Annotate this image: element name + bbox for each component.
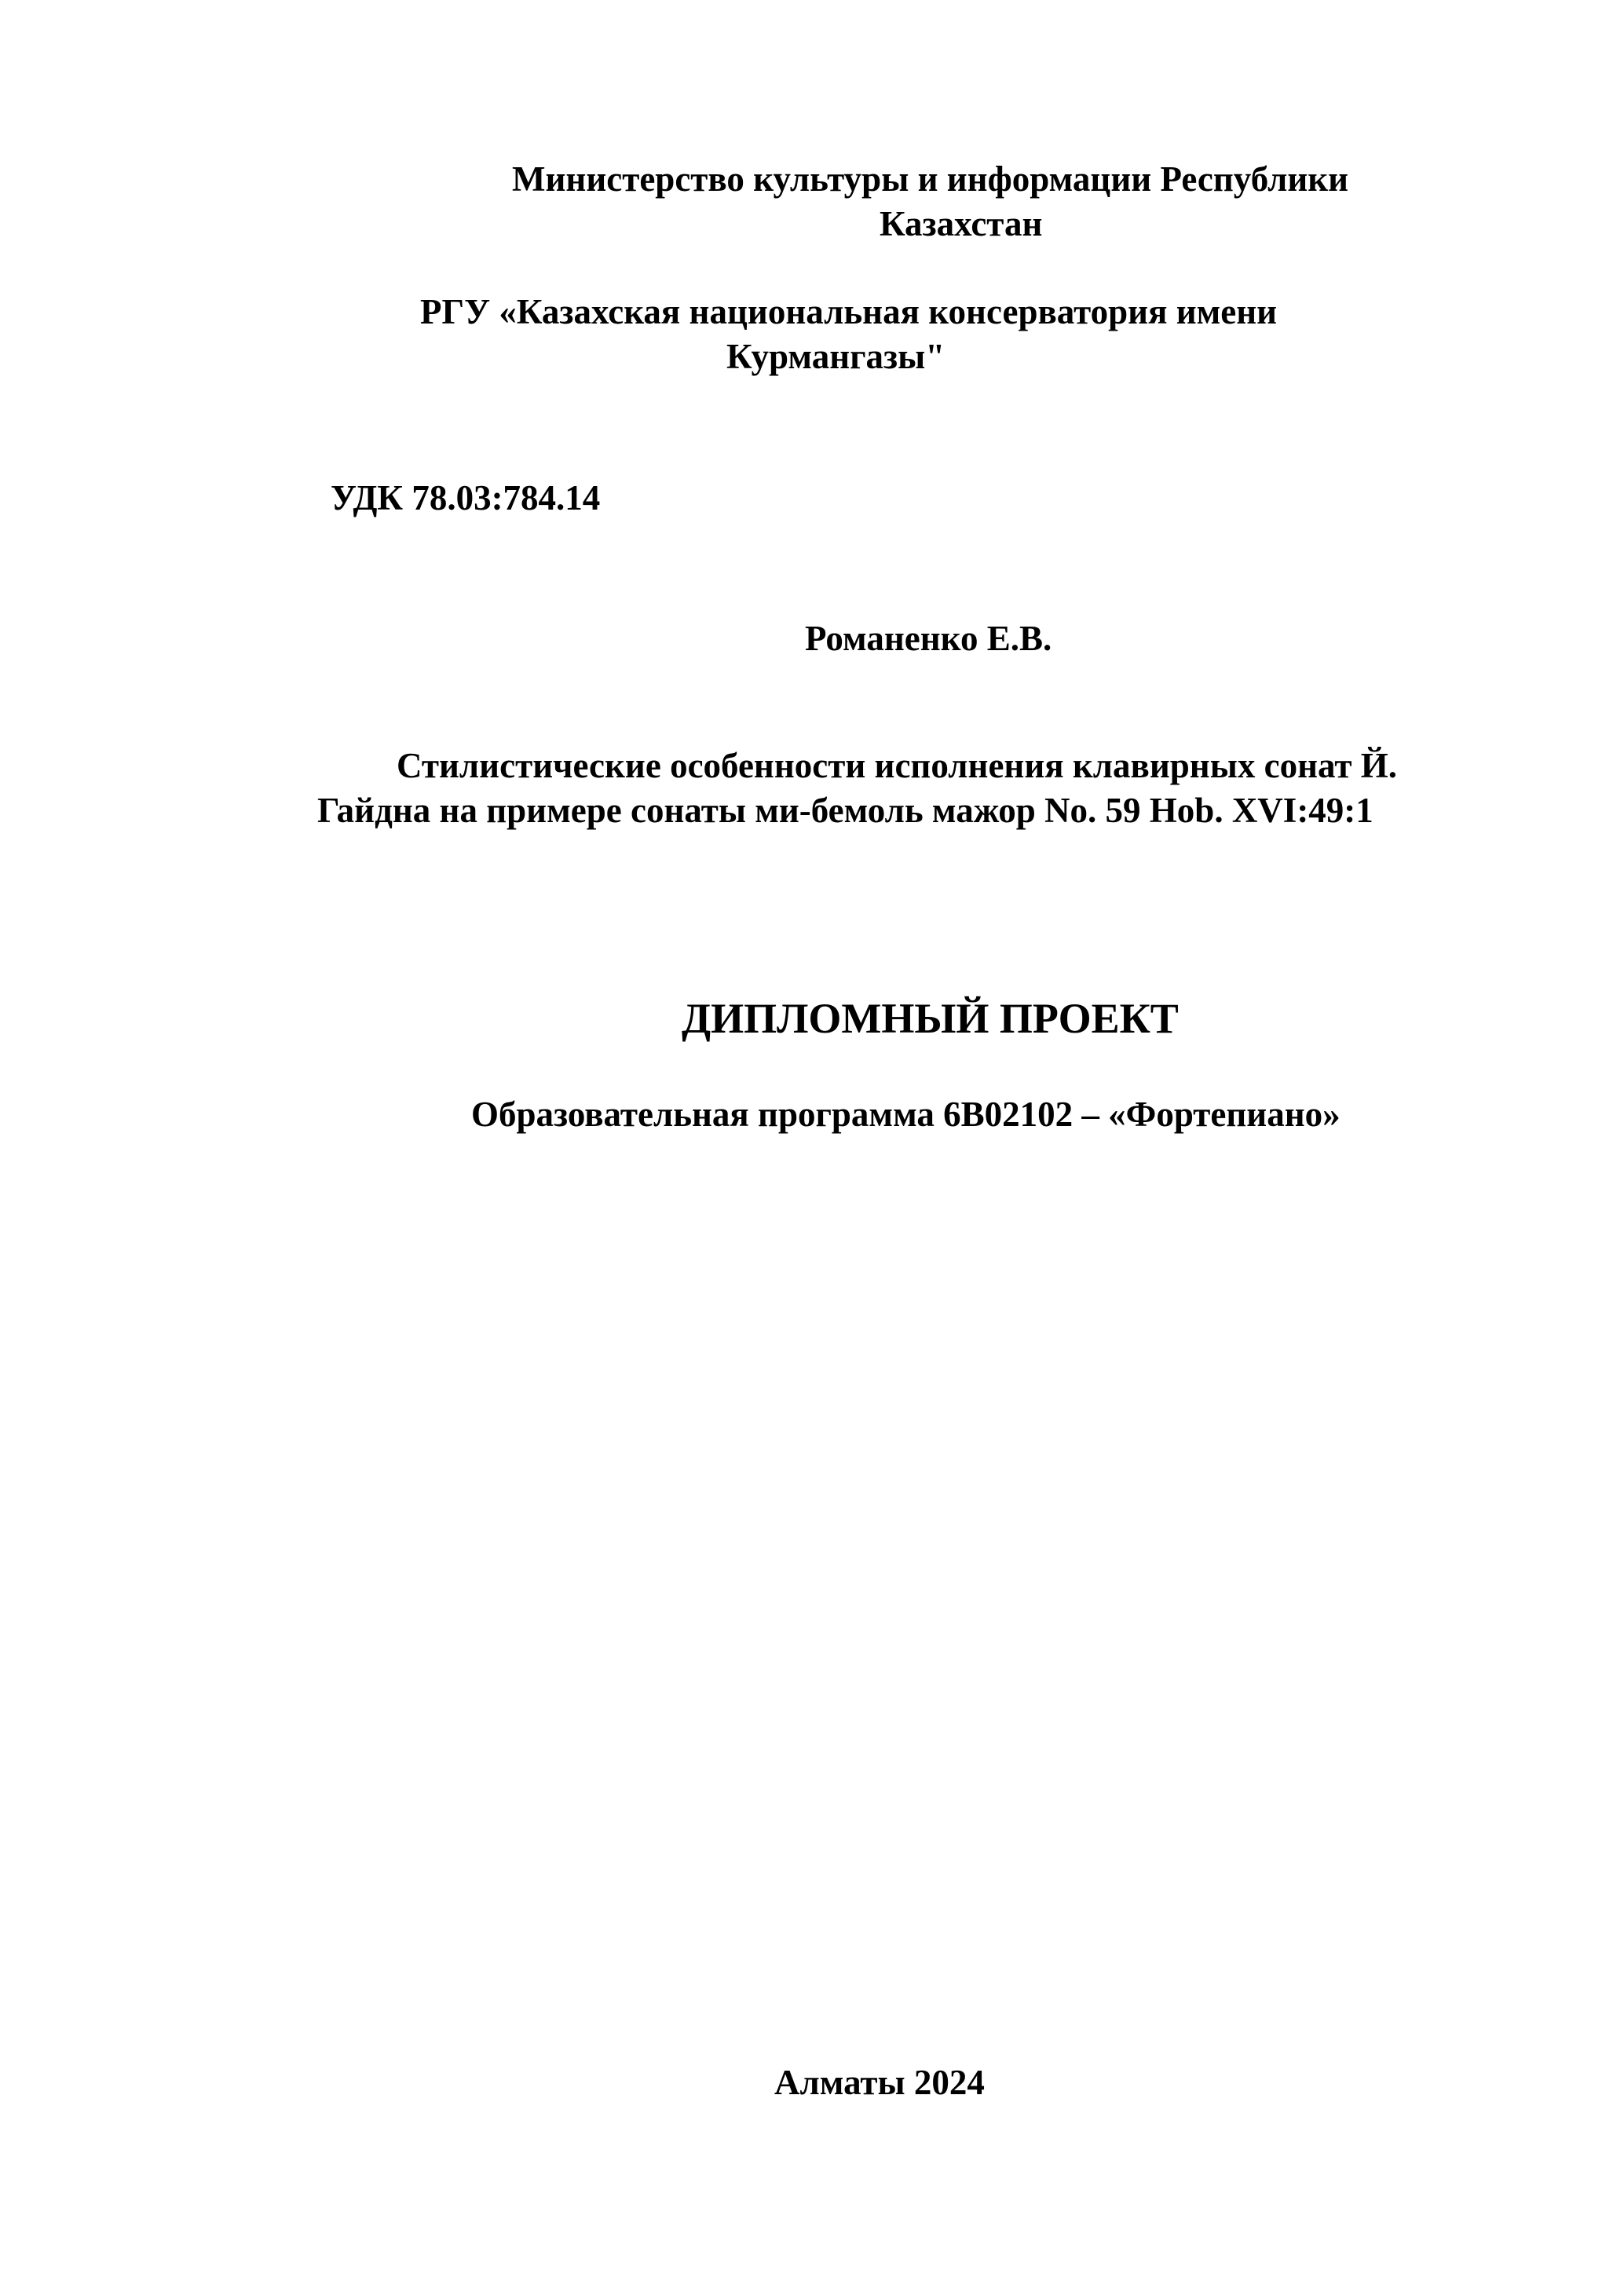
topic-line-2: Гайдна на примере сонаты ми-бемоль мажор No. 59 Hob. XVI:49:1 [317,791,1373,830]
ministry-line-1: Министерство культуры и информации Республики [512,159,1349,199]
education-program: Образовательная программа 6B02102 – «Фортепиано» [471,1095,1341,1134]
udk-code: УДК 78.03:784.14 [331,478,601,517]
topic-line-1: Стилистические особенности исполнения клавирных сонат Й. [397,746,1397,785]
city-year: Алматы 2024 [774,2063,985,2102]
ministry-line-2: Казахстан [880,204,1043,243]
institution-line-1: РГУ «Казахская национальная консерватория имени [420,292,1278,331]
institution-line-2: Курмангазы" [726,337,946,376]
document-type-title: ДИПЛОМНЫЙ ПРОЕКТ [682,995,1179,1042]
author-name: Романенко Е.В. [805,619,1052,658]
